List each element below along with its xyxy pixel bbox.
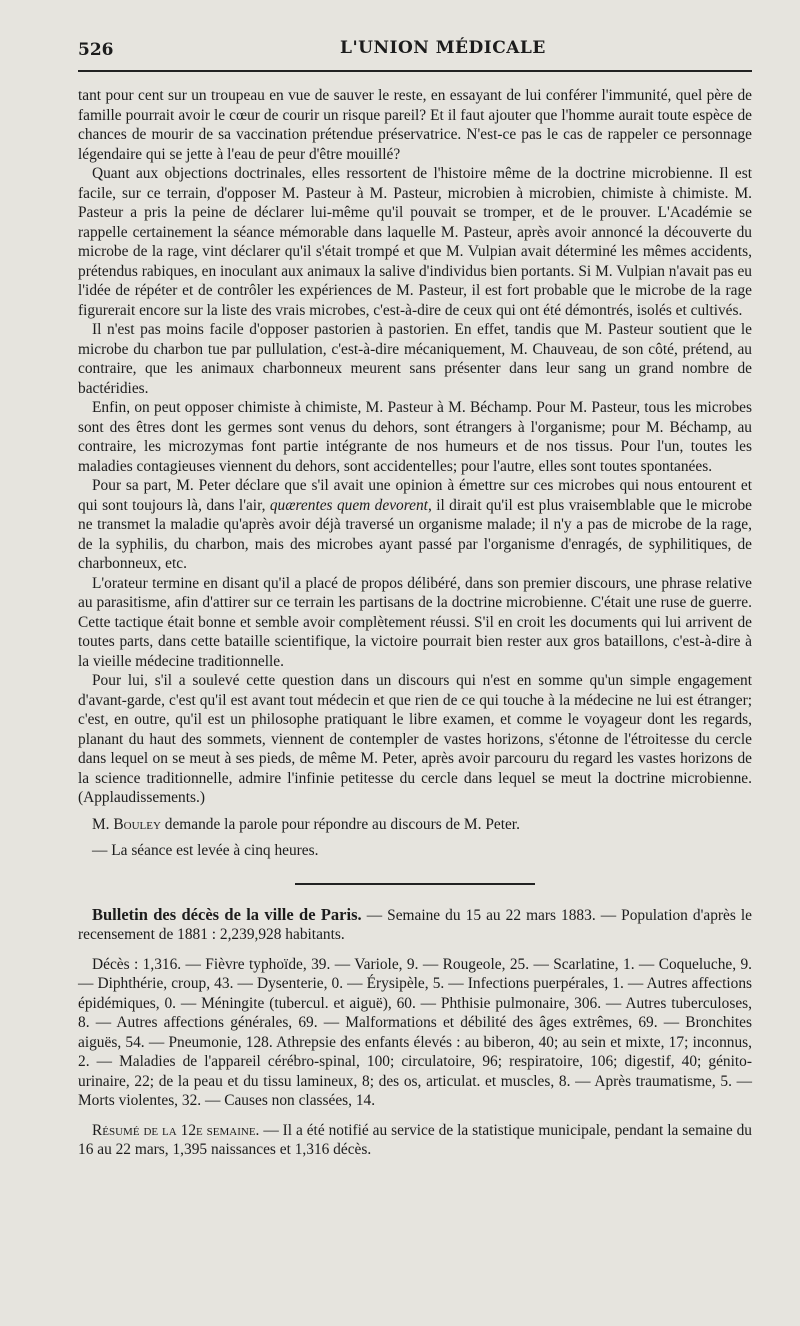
peter-text-before: Pour sa part, M. Peter déclare que s'il avait une opinion à émettre sur ces microbes qui nous entourent et qui sont toujours là, dans l'air, — [78, 477, 752, 514]
bouley-text: demande la parole pour répondre au discours de M. Peter. — [160, 815, 520, 833]
bulletin-title: Bulletin des décès de la ville de Paris. — [92, 904, 362, 924]
latin-quote: quærentes quem devorent — [269, 496, 428, 514]
bulletin-deaths: Décès : 1,316. — Fièvre typhoïde, 39. — Variole, 9. — Rougeole, 25. — Scarlatine, 1. — Coqueluche, 9. — Diphthérie, croup, 43. — Dysenterie, 0. — Érysipèle, 5. — Infections puerpérales, 1. — Autres affections épidémiques, 0. — Méningite (tubercul. et aiguë), 60. — Phthisie pulmonaire, 306. — Autres tuberculoses, 8. — Autres affections générales, 69. — Malformations et débilité des âges extrêmes, 69. — Bronchites aiguës, 54. — Pneumonie, 128. Athrepsie des enfants élevés : au biberon, 40; au sein et mixte, 17; inconnus, 2. — Maladies de l'appareil cérébro-spinal, 100; circulatoire, 96; respiratoire, 106; digestif, 40; génito-urinaire, 22; de la peau et du tissu lamineux, 8; des os, articulat. et muscles, 8. — Après traumatisme, 5. — Morts violentes, 32. — Causes non classées, 14. — [78, 955, 752, 1109]
paragraph: Pour lui, s'il a soulevé cette question dans un discours qui n'est en somme qu'un simple engagement d'avant-garde, c'est qu'il est avant tout médecin et que rien de ce qui touche à la médecine ne lui est étranger; c'est, en outre, qu'il est un philosophe pratiquant le libre examen, et comme le voyageur dont les regards, planant du haut des sommets, viennent de contempler de vastes horizons, s'étonne de l'étroitesse du cercle dans lequel on se meut à ses pieds, de même M. Peter, après avoir parcouru du regard les vastes horizons de la science traditionnelle, admire l'infinie petitesse du cercle dans lequel se meut la doctrine microbienne. (Applaudissements.) — [78, 672, 752, 806]
bouley-name: Bouley — [113, 815, 161, 833]
paragraph: Enfin, on peut opposer chimiste à chimiste, M. Pasteur à M. Béchamp. Pour M. Pasteur, tous les microbes sont des êtres dont les germes sont venus du dehors, sont étrangers à l'organisme; pour M. Béchamp, au contraire, les microzymas font partie intégrante de nos humeurs et de nos tissus. Pour l'un, toutes les maladies contagieuses viennent du dehors, sont accidentelles; pour l'autre, elles sont toutes spontanées. — [78, 399, 752, 475]
bulletin-section — [78, 905, 752, 1160]
resume-label: Résumé de la 12e semaine. — [92, 1121, 260, 1139]
article-body — [78, 86, 752, 861]
running-title: L'UNION MÉDICALE — [340, 38, 546, 58]
resume-text: — Il a été notifié au service de la statistique municipale, pendant la semaine du 16 au 22 mars, 1,395 naissances et 1,316 décès. — [78, 1121, 752, 1158]
paragraph: Il n'est pas moins facile d'opposer pastorien à pastorien. En effet, tandis que M. Pasteur soutient que le microbe du charbon tue par pullulation, c'est-à-dire mécaniquement, M. Chauveau, de son côté, prétend, au contraire, que les animaux charbonneux meurent sans présenter dans leur sang un grand nombre de bactéridies. — [78, 321, 752, 397]
closing-line: — La séance est levée à cinq heures. — [92, 842, 319, 859]
paragraph: L'orateur termine en disant qu'il a placé de propos délibéré, dans son premier discours, une phrase relative au parasitisme, afin d'attirer sur ce terrain les partisans de la doctrine microbienne. C'était une ruse de guerre. Cette tactique était bonne et semble avoir complètement réussi. S'il en croit les documents qui lui arrivent de toutes parts, dans cette bataille scientifique, la victoire pourrait bien rester aux gros bataillons, c'est-à-dire à la vieille médecine traditionnelle. — [78, 574, 752, 670]
section-divider — [295, 883, 535, 885]
bouley-prefix: M. — [92, 815, 114, 833]
bulletin-heading — [78, 905, 752, 945]
paragraph: tant pour cent sur un troupeau en vue de sauver le reste, en essayant de lui conférer l'immunité, quel père de famille pourrait avoir le cœur de courir un risque pareil? Et il faut ajouter que l'homme aurait toute espèce de chances de mourir de sa vaccination prétendue préservatrice. N'est-ce pas le cas de rappeler ce personnage légendaire qui se jette à l'eau de peur d'être mouillé? — [78, 87, 752, 163]
paragraph: Quant aux objections doctrinales, elles ressortent de l'histoire même de la doctrine microbienne. Il est facile, sur ce terrain, d'opposer M. Pasteur à M. Pasteur, microbien à microbien, chimiste à chimiste. M. Pasteur a pris la peine de déclarer lui-même qu'il pouvait se tromper, et de le prouver. L'Académie se rappelle certainement la séance mémorable dans laquelle M. Pasteur, après avoir annoncé la découverte du microbe de la rage, vint déclarer qu'il s'était trompé et que M. Vulpian avait déterminé les mêmes accidents, prétendus rabiques, en inoculant aux animaux la salive d'individus bien portants. Si M. Vulpian n'avait pas eu l'idée de répéter et de contrôler les expériences de M. Pasteur, il est fort probable que le microbe de la rage figurerait encore sur la liste des vrais microbes, c'est-à-dire de ceux qui ont été démontrés, isolés et cultivés. — [78, 165, 752, 319]
page-number: 526 — [78, 40, 114, 60]
bulletin-resume — [78, 1121, 752, 1160]
bouley-paragraph — [78, 815, 752, 835]
header-rule — [78, 70, 752, 72]
peter-text-after: , il dirait qu'il est plus vraisemblable que le microbe ne transmet la maladie qu'après avoir déjà traversé un organisme malade; il n'y a pas de microbe de la rage, de la syphilis, du charbon, mais des microbes ayant passé par l'organisme d'enragés, de syphilitiques, de charbonneux, etc. — [78, 496, 752, 572]
bulletin-title-rest: — Semaine du 15 au 22 mars 1883. — Population d'après le recensement de 1881 : 2,239,928 habitants. — [78, 906, 752, 943]
paragraph-peter — [78, 476, 752, 574]
page-header — [78, 34, 752, 74]
